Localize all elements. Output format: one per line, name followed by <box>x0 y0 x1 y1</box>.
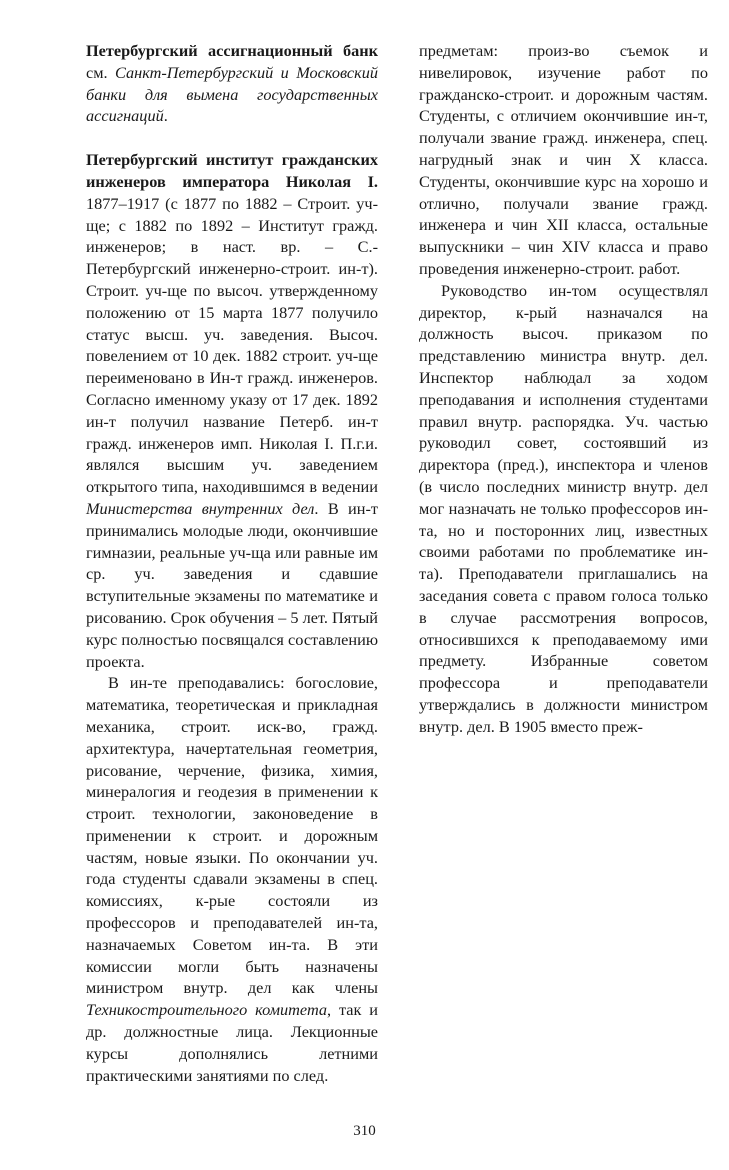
cross-reference: Министерства внутренних дел <box>86 498 315 518</box>
headword: Петербургский институт гражданских инженеров императора Николая I. <box>86 150 378 191</box>
page-number: 310 <box>353 1123 376 1139</box>
entry-civil-engineers-institute: Петербургский институт гражданских инженеров императора Николая I. 1877–1917 (с 1877 по 1882 – Строит. уч-ще; с 1882 по 1892 – Институт гражд. инженеров; в наст. вр. – С.-Петербургский инженерно-строит. ин-т). Строит. уч-ще по высоч. утвержденному положению от 15 марта 1877 получило статус высш. уч. заведения. Высоч. повелением от 10 дек. 1882 строит. уч-ще переименовано в Ин-т гражд. инженеров. Согласно именному указу от 17 дек. 1892 ин-т получил название Петерб. ин-т гражд. инженеров имп. Николая I. П.г.и. являлся высшим уч. заведением открытого типа, находившимся в ведении Министерства внутренних дел. В ин-т принимались молодые люди, окончившие гимназии, реальные уч-ща или равные им ср. уч. заведения и сдавшие вступительные экзамены по математике и рисованию. Срок обучения – 5 лет. Пятый курс полностью посвящался составлению проекта. <box>86 150 378 671</box>
headword: Петербургский ассигнационный банк <box>86 41 378 60</box>
left-column <box>86 40 378 1086</box>
cross-reference: Техникостроительного комитета <box>86 1000 328 1020</box>
paragraph-curriculum: предметам: произ-во съемок и нивелировок, изучение работ по гражданско-строит. и дорожным частям. Студенты, с отличием окончившие ин-т, получали звание гражд. инженера, спец. нагрудный знак и чин X класса. Студенты, окончившие курс на хорошо и отлично, получали звание гражд. инженера и чин XII класса, остальные выпускники – чин XIV класса и право проведения инженерно-строит. работ. <box>419 41 708 278</box>
cross-reference: Санкт-Петербургский и Московский банки для вымена государственных ассигнаций <box>86 62 379 126</box>
paragraph-curriculum: В ин-те преподавались: богословие, математика, теоретическая и прикладная механика, строит. иск-во, гражд. архитектура, начертательная геометрия, рисование, черчение, физика, химия, минералогия и геодезия в применении к строит. технологии, законоведение в применении к строит. и дорожным частям, новые языки. По окончании уч. года студенты сдавали экзамены в спец. комиссиях, к-рые состояли из профессоров и преподавателей ин-та, назначаемых Советом ин-та. В эти комиссии могли быть назначены министром внутр. дел как члены Техникостроительного комитета, так и др. должностные лица. Лекционные курсы дополнялись летними практическими занятиями по след. <box>86 673 379 1085</box>
entry-assignation-bank: Петербургский ассигнационный банк см. Санкт-Петербургский и Московский банки для вымена государственных ассигнаций. <box>86 41 379 126</box>
paragraph-administration: Руководство ин-том осуществлял директор, к-рый назначался на должность высоч. приказом по представлению министра внутр. дел. Инспектор наблюдал за ходом преподавания и исполнения студентами правил внутр. распорядка. Уч. частью руководил совет, состоявший из директора (пред.), инспектора и членов (в число последних министр внутр. дел мог назначать не только профессоров ин-та, но и посторонних лиц, известных своими работами по проблематике ин-та). Преподаватели приглашались на заседания совета с правом голоса только в случае рассмотрения вопросов, относившихся к преподаваемому ими предмету. Избранные советом профессора и преподаватели утверждались в должности министром внутр. дел. В 1905 вместо преж- <box>419 280 708 736</box>
right-column <box>419 40 708 738</box>
